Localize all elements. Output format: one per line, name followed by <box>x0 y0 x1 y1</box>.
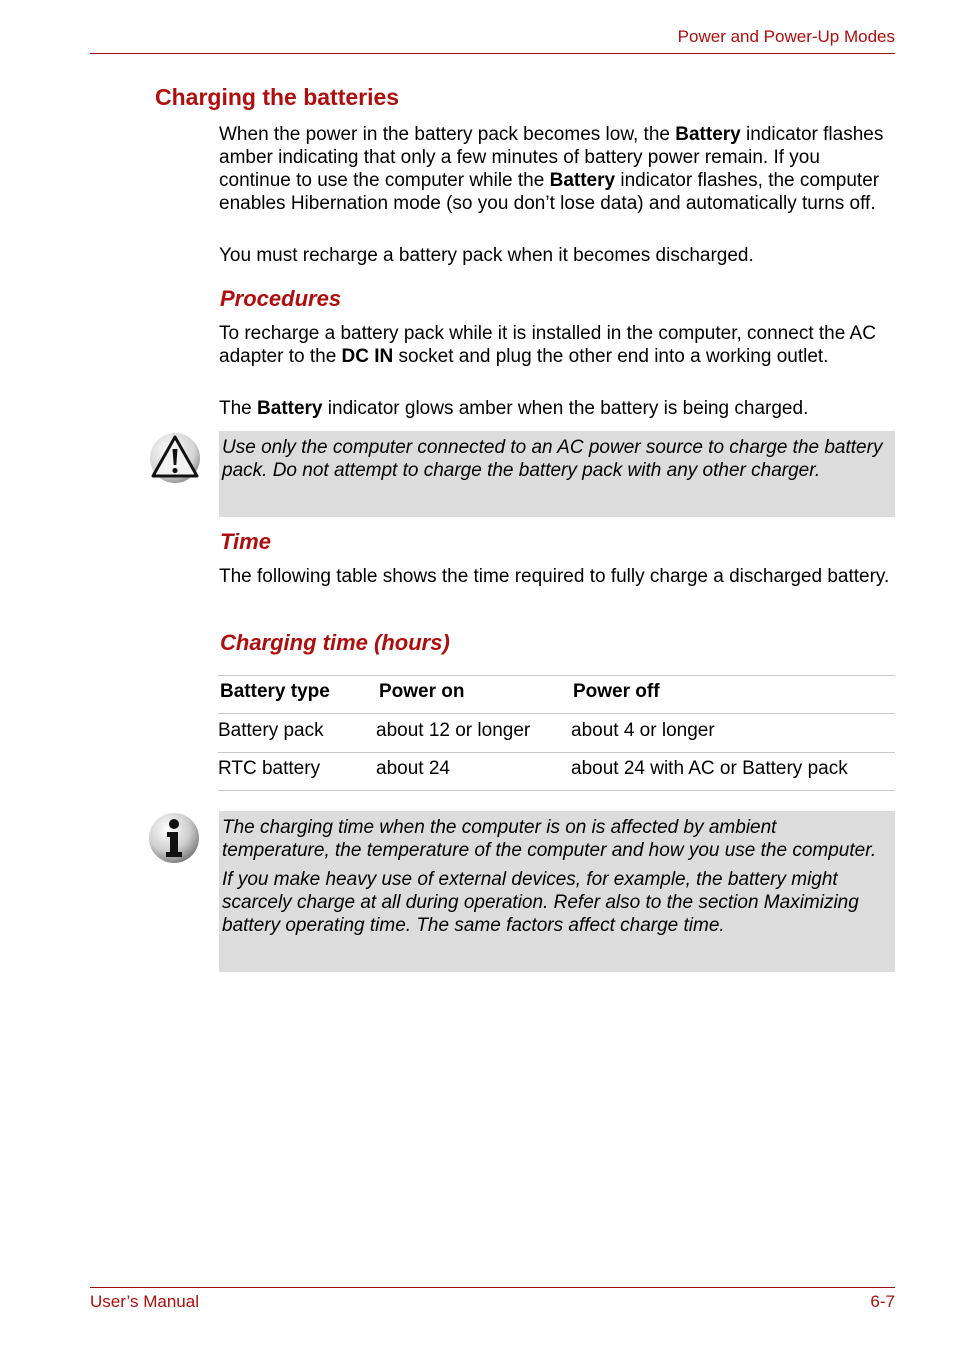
running-header: Power and Power-Up Modes <box>677 27 895 46</box>
section-title: Charging the batteries <box>155 84 400 110</box>
intro-paragraph-2: You must recharge a battery pack when it becomes discharged. <box>219 245 754 266</box>
procedures-heading: Procedures <box>220 286 342 311</box>
table-header-power-on: Power on <box>379 681 465 702</box>
caution-note-text: Use only the computer connected to an AC power source to charge the battery pack. Do not attempt to charge the battery pack with any other charger. <box>222 437 883 481</box>
table-cell: about 24 <box>376 758 450 779</box>
table-cell: about 12 or longer <box>376 720 531 741</box>
footer-manual-title: User’s Manual <box>90 1292 199 1311</box>
time-paragraph: The following table shows the time required to fully charge a discharged battery. <box>219 566 890 587</box>
procedures-paragraph-2: The Battery indicator glows amber when the battery is being charged. <box>219 398 809 419</box>
header-rule <box>90 53 895 54</box>
info-note-paragraph-2: If you make heavy use of external devices, for example, the battery might scarcely charge at all during operation. Refer also to the section Maximizing battery operating time. The same factors affect charge time. <box>222 869 859 936</box>
intro-paragraph-1: When the power in the battery pack becomes low, the Battery indicator flashes amber indicating that only a few minutes of battery power remain. If you continue to use the computer while the Battery indicator flashes, the computer enables Hibernation mode (so you don’t lose data) and automatically turns off. <box>219 124 884 214</box>
page-number: 6-7 <box>870 1292 895 1311</box>
info-note-paragraph-1: The charging time when the computer is on is affected by ambient temperature, the temperature of the computer and how you use the computer. <box>222 817 877 861</box>
time-heading: Time <box>220 529 271 554</box>
caution-triangle-icon <box>149 432 201 484</box>
procedures-paragraph-1: To recharge a battery pack while it is installed in the computer, connect the AC adapter to the DC IN socket and plug the other end into a working outlet. <box>219 323 876 367</box>
info-note <box>219 811 895 972</box>
table-header-battery-type: Battery type <box>220 681 330 702</box>
info-icon <box>148 812 200 864</box>
table-cell: Battery pack <box>218 720 324 741</box>
caution-note <box>219 431 895 517</box>
table-rule-header <box>218 713 895 714</box>
footer-rule <box>90 1287 895 1288</box>
table-rule-top <box>218 675 895 676</box>
table-rule-row <box>218 752 895 753</box>
table-rule-bottom <box>218 790 895 791</box>
table-title: Charging time (hours) <box>220 630 450 655</box>
table-cell: about 24 with AC or Battery pack <box>571 758 848 779</box>
table-header-power-off: Power off <box>573 681 660 702</box>
table-cell: RTC battery <box>218 758 321 779</box>
table-cell: about 4 or longer <box>571 720 715 741</box>
